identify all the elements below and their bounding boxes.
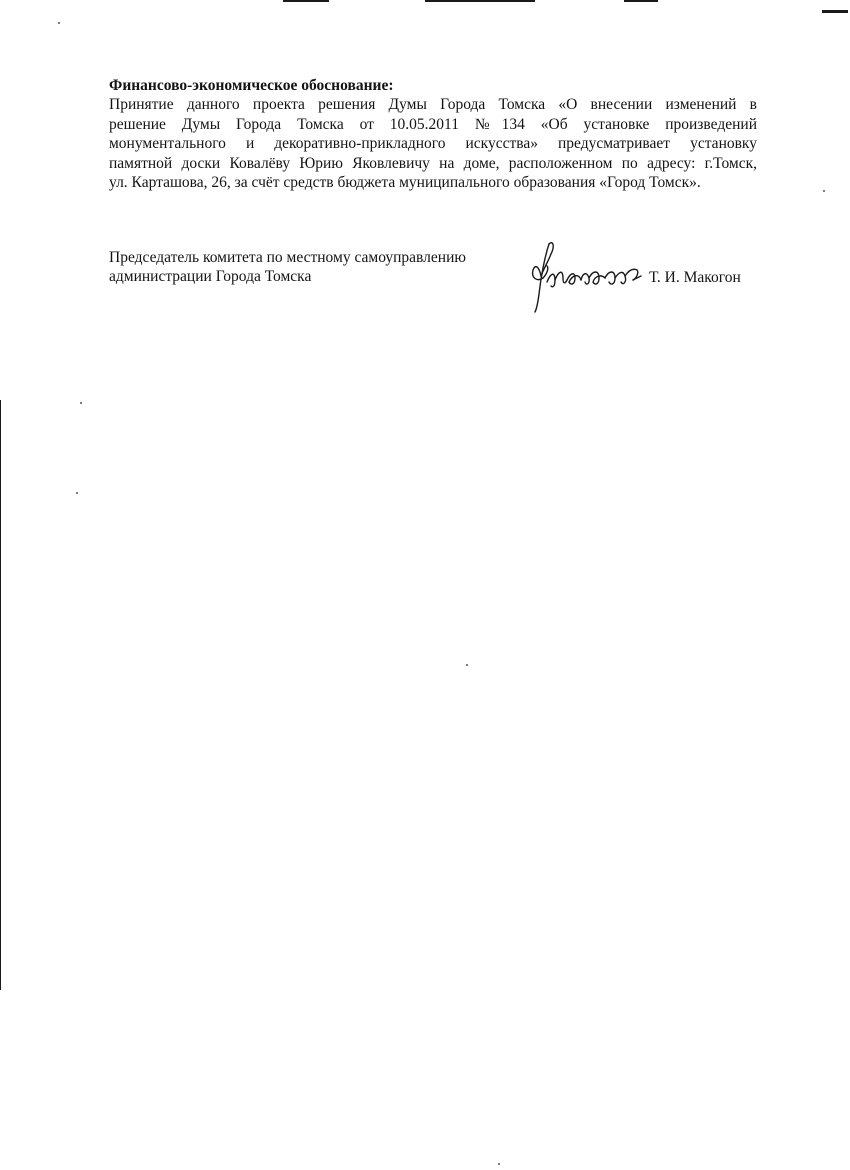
signature-block (109, 248, 754, 328)
scan-speck (466, 664, 468, 666)
signatory-name: Т. И. Макогон (649, 269, 741, 286)
signatory-position-line: Председатель комитета по местному самоуправлению (109, 249, 466, 266)
scan-speck (498, 1163, 500, 1165)
scan-artifact-top-3 (624, 0, 658, 2)
financial-justification-section (109, 76, 757, 193)
body-text-line: ул. Карташова, 26, за счёт средств бюджета муниципального образования «Город Томск». (109, 174, 701, 191)
body-text-line: решение Думы Города Томска от 10.05.2011 №134 «Об установке произведений (109, 115, 757, 133)
signatory-position (109, 248, 466, 286)
body-text-line: монументального и декоративно-прикладного искусства» предусматривает установку (109, 135, 757, 152)
body-text-line: Принятие данного проекта решения Думы Города Томска «О внесении изменений в (109, 96, 757, 113)
body-text-line: памятной доски Ковалёву Юрию Яковлевичу на доме, расположенном по адресу: г.Томск, (109, 154, 757, 172)
scan-artifact-top-4 (822, 10, 848, 13)
scan-artifact-left-edge (0, 400, 1, 990)
handwritten-signature (529, 236, 645, 314)
scan-speck (76, 492, 78, 494)
signatory-position-line: администрации Города Томска (109, 268, 312, 285)
section-heading: Финансово-экономическое обоснование: (109, 77, 394, 94)
scan-speck (80, 402, 82, 404)
scan-speck (58, 22, 60, 24)
scan-speck (823, 190, 825, 192)
scan-artifact-top-1 (283, 0, 329, 2)
scan-artifact-top-2 (425, 0, 535, 2)
